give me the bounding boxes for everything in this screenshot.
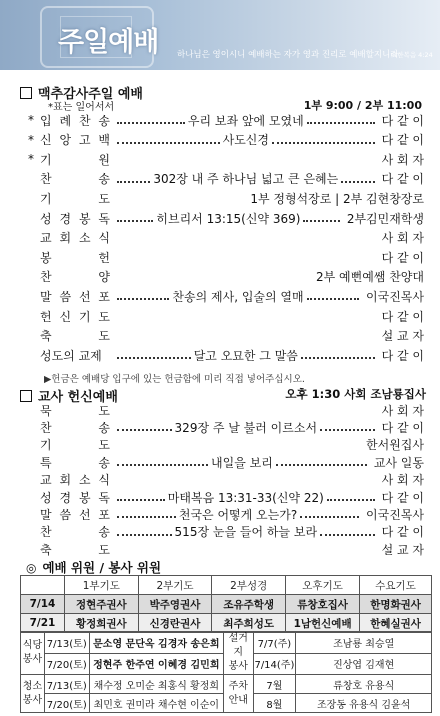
program-label-char: 말 xyxy=(40,507,52,522)
program-label xyxy=(40,541,110,558)
stand-mark: * xyxy=(28,132,34,147)
program-label-char: 헌 xyxy=(98,250,110,265)
program-row xyxy=(28,130,424,150)
program-content: 329장 주 날 불러 이르소서 xyxy=(174,420,318,435)
program-label-char: 식 xyxy=(98,231,110,246)
program-label-char: 송 xyxy=(98,172,110,187)
program-leader-name: 교사 일동 xyxy=(373,455,424,470)
stand-mark: * xyxy=(28,152,34,167)
program-label xyxy=(40,489,110,506)
program-leader-name: 2부김민재학생 xyxy=(346,211,424,226)
program-label-char: 축 xyxy=(40,542,52,557)
program-leader xyxy=(114,197,246,199)
table-row xyxy=(21,675,432,694)
program-label-char: 송 xyxy=(98,420,110,435)
program-label-char: 경 xyxy=(59,211,72,226)
program-label-char: 도 xyxy=(98,542,110,557)
program-label-char: 신 xyxy=(40,133,52,148)
table-cell: 식당 봉사 xyxy=(21,632,45,675)
table-cell: 문소영 문단옥 김경자 송은희 xyxy=(89,632,223,654)
program-label-char: 말 xyxy=(40,289,52,304)
program-leader xyxy=(114,210,343,227)
program-leader-name: 다 같 이 xyxy=(381,133,424,148)
program-label-char: 선 xyxy=(78,507,91,522)
logo-title: 주일예배 xyxy=(58,27,159,58)
program-content: 마태복음 13:31-33(신약 22) xyxy=(167,490,324,505)
roster-table xyxy=(20,575,432,633)
program-label xyxy=(40,419,110,436)
program-leader-name: 2부 예뻔예쌤 찬양대 xyxy=(315,270,424,285)
program-label xyxy=(40,249,110,266)
program-leader xyxy=(114,315,378,317)
program-leader-name: 다 같 이 xyxy=(381,420,424,435)
program-label xyxy=(40,454,110,471)
table-cell: 한명화권사 xyxy=(360,595,432,614)
program-label-char: 찬 xyxy=(40,270,52,285)
table-cell: 오후기도 xyxy=(286,576,360,595)
program-label-char: 찬 xyxy=(78,113,91,128)
program-label xyxy=(40,347,110,364)
program-leader xyxy=(114,523,378,540)
program-label-char: 포 xyxy=(98,507,110,522)
program-content: 사도신경 xyxy=(222,133,269,148)
table-cell: 1남헌신예배 xyxy=(286,614,360,633)
table-cell: 7/14 xyxy=(21,595,65,614)
program-leader-name: 다 같 이 xyxy=(381,525,424,540)
program-label-char: 소 xyxy=(78,473,91,488)
program-label-char: 봉 xyxy=(40,250,52,265)
program-label xyxy=(40,112,110,129)
program-label-char: 도 xyxy=(98,191,110,206)
program-label-char: 도 xyxy=(98,403,110,418)
program-leader xyxy=(114,347,378,364)
table-row xyxy=(21,576,432,595)
program-label-char: 소 xyxy=(78,231,91,246)
table-cell: 진상엽 김재현 xyxy=(296,653,432,675)
program-label-char: 도 xyxy=(98,438,110,453)
table-cell: 설거지 봉사 xyxy=(224,632,253,675)
program-row xyxy=(40,267,424,287)
program-label-char: 독 xyxy=(98,490,110,505)
program-leader xyxy=(114,256,378,258)
program-leader-name: 1부 정형석장로 | 2부 김현창장로 xyxy=(250,191,424,206)
table-cell: 7/21 xyxy=(21,614,65,633)
program-leader-name: 사 회 자 xyxy=(381,473,424,488)
program-label-char: 찬 xyxy=(40,420,52,435)
program-label-char: 회 xyxy=(59,473,72,488)
program-label xyxy=(40,268,110,285)
program-leader xyxy=(114,335,378,337)
program-label xyxy=(40,436,110,453)
program-content: 내일을 보리 xyxy=(211,455,273,470)
table-cell: 박주영권사 xyxy=(138,595,212,614)
table-row xyxy=(21,614,432,633)
program-row xyxy=(40,326,424,346)
program-row xyxy=(28,110,424,130)
program-row xyxy=(40,169,424,189)
program-row xyxy=(40,247,424,267)
program-label xyxy=(40,506,110,523)
program-label-char: 기 xyxy=(40,152,52,167)
section2-title: 교사 헌신예배 xyxy=(20,386,118,405)
program-row xyxy=(40,345,424,365)
program-label xyxy=(40,190,110,207)
program-label-char: 씀 xyxy=(59,289,72,304)
program-leader-name: 다 같 이 xyxy=(381,490,424,505)
table-cell: 정현주 한주연 이혜경 김민희 xyxy=(89,653,223,675)
table-cell: 2부기도 xyxy=(138,576,212,595)
program-leader-name: 다 같 이 xyxy=(381,113,424,128)
program-label xyxy=(40,308,110,325)
program-leader xyxy=(114,479,378,481)
program-leader-name: 다 같 이 xyxy=(381,348,424,363)
program-label-char: 입 xyxy=(40,113,52,128)
program-content: 달고 오묘한 그 말씀 xyxy=(193,348,298,363)
program-label-char: 례 xyxy=(59,113,72,128)
table-cell: 7/14(주) xyxy=(253,653,296,675)
program-row xyxy=(40,306,424,326)
program-label-char: 도 xyxy=(98,329,110,344)
program-label-char: 신 xyxy=(59,309,72,324)
table-cell: 7/13(토) xyxy=(44,675,89,694)
program-label-char: 고 xyxy=(78,133,91,148)
program-content: 515장 눈을 들어 하늘 보라 xyxy=(174,525,318,540)
program-label-char: 찬 xyxy=(40,525,52,540)
program-leader xyxy=(114,409,378,411)
program-content: 우리 보좌 앞에 모였네 xyxy=(187,113,304,128)
program-label-char: 교 xyxy=(40,473,52,488)
program-label-char: 축 xyxy=(40,329,52,344)
table-cell: 조남룡 최승열 xyxy=(296,632,432,654)
program-label xyxy=(40,229,110,246)
program-label-char: 도 xyxy=(98,309,110,324)
checkbox-icon xyxy=(20,87,32,99)
program-leader-name: 다 같 이 xyxy=(381,172,424,187)
stand-mark: * xyxy=(28,113,34,127)
program-leader-name: 사 회 자 xyxy=(381,231,424,246)
program-label-char: 헌 xyxy=(40,309,52,324)
program-leader-name: 이국진목사 xyxy=(366,289,424,304)
header-verse-ref: 요한복음 4:24 xyxy=(391,51,433,59)
program-label xyxy=(40,327,110,344)
table-cell: 채수정 오미순 최홍식 황정희 xyxy=(89,675,223,694)
program-label-char: 포 xyxy=(98,289,110,304)
program-leader xyxy=(114,158,378,160)
table-cell: 1부기도 xyxy=(64,576,138,595)
program-row xyxy=(28,149,424,169)
program-row xyxy=(40,188,424,208)
program-label xyxy=(40,131,110,148)
program-row xyxy=(40,208,424,228)
table-cell: 7/20(토) xyxy=(44,653,89,675)
roster-title: ◎ 예배 위원 / 봉사 위원 xyxy=(26,560,162,575)
offering-note: ▶헌금은 예배당 입구에 있는 헌금함에 미리 직접 넣어주십시오. xyxy=(44,374,305,385)
program-label-char: 송 xyxy=(98,113,110,128)
program-leader xyxy=(114,276,312,278)
program-label-char: 성 xyxy=(40,490,52,505)
table-row xyxy=(21,632,432,654)
program-leader xyxy=(114,288,362,305)
program-label xyxy=(40,288,110,305)
program-label-char: 앙 xyxy=(59,133,72,148)
program-leader-name: 이국진목사 xyxy=(366,507,424,522)
table-cell: 조유주학생 xyxy=(212,595,286,614)
program-leader xyxy=(114,489,378,506)
program-label xyxy=(40,210,110,227)
table-cell: 류창호 유용식 xyxy=(296,675,432,694)
program-leader-name: 사 회 자 xyxy=(381,403,424,418)
table-cell: 신경란권사 xyxy=(138,614,212,633)
program-leader-name: 다 같 이 xyxy=(381,309,424,324)
program-leader xyxy=(114,112,378,129)
program-row xyxy=(40,228,424,248)
program-label-char: 찬 xyxy=(40,172,52,187)
table-cell: 7월 xyxy=(253,675,296,694)
table-cell: 7/20(토) xyxy=(44,694,89,713)
program-leader-name: 한서원집사 xyxy=(366,438,424,453)
table-cell: 조장동 유용식 김윤석 xyxy=(296,694,432,713)
table-cell xyxy=(21,576,65,595)
table-cell: 최주희성도 xyxy=(212,614,286,633)
program-label xyxy=(40,471,110,488)
program-label-char: 성도의 교제 xyxy=(40,348,102,363)
section2-time-place: 오후 1:30 사회 조남룡집사 xyxy=(285,387,426,401)
table-cell: 주차 안내 xyxy=(224,675,253,713)
program-leader-name: 설 교 자 xyxy=(381,542,424,557)
program-label-char: 양 xyxy=(98,270,110,285)
program-leader xyxy=(114,419,378,436)
program-leader xyxy=(114,548,378,550)
program-label xyxy=(40,523,110,540)
program-label xyxy=(40,402,110,419)
table-cell: 한혜실권사 xyxy=(360,614,432,633)
program-leader xyxy=(114,237,378,239)
circle-bullet-icon: ◎ xyxy=(26,561,37,575)
program-leader-name: 사 회 자 xyxy=(381,152,424,167)
program-label-char: 특 xyxy=(40,455,52,470)
program-label-char: 경 xyxy=(59,490,72,505)
volunteer-table xyxy=(20,631,432,713)
header-verse: 하나님은 영이시니 예배하는 자가 영과 진리로 예배할지니라 xyxy=(177,50,399,60)
program-label-char: 선 xyxy=(78,289,91,304)
program-content: 302장 내 주 하나님 넓고 큰 은혜는 xyxy=(153,172,339,187)
program-label-char: 봉 xyxy=(78,211,91,226)
program-label-char: 기 xyxy=(40,191,52,206)
program-content: 히브리서 13:15(신약 369) xyxy=(156,211,301,226)
program-content: 천국은 어떻게 오는가? xyxy=(178,507,298,522)
program-label-char: 기 xyxy=(40,438,52,453)
program-label-char: 송 xyxy=(98,525,110,540)
program-label-char: 묵 xyxy=(40,403,52,418)
program-label-char: 송 xyxy=(98,455,110,470)
table-cell: 8월 xyxy=(253,694,296,713)
section1-title: 맥추감사주일 예배 xyxy=(20,83,143,102)
table-cell: 최민호 권미라 채수현 이순이 xyxy=(89,694,223,713)
table-row xyxy=(21,595,432,614)
table-cell: 수요기도 xyxy=(360,576,432,595)
program-label xyxy=(40,151,110,168)
header-banner xyxy=(0,0,440,70)
stand-note: *표는 일어서서 xyxy=(48,102,115,113)
program-leader xyxy=(114,131,378,148)
program-leader xyxy=(114,170,378,187)
program-row xyxy=(40,539,424,559)
program-leader xyxy=(114,454,370,471)
table-cell: 7/7(주) xyxy=(253,632,296,654)
program-leader-name: 설 교 자 xyxy=(381,329,424,344)
table-cell: 청소 봉사 xyxy=(21,675,45,713)
table-cell: 정현주권사 xyxy=(64,595,138,614)
program-content: 찬송의 제사, 입술의 열매 xyxy=(172,289,304,304)
program-leader xyxy=(114,506,362,523)
program-label-char: 기 xyxy=(78,309,91,324)
program-label-char: 성 xyxy=(40,211,52,226)
program-label-char: 독 xyxy=(98,211,110,226)
program-leader xyxy=(114,444,362,446)
program-label-char: 회 xyxy=(59,231,72,246)
table-cell: 2부성경 xyxy=(212,576,286,595)
program-label-char: 식 xyxy=(98,473,110,488)
program-label-char: 교 xyxy=(40,231,52,246)
table-cell: 황정희권사 xyxy=(64,614,138,633)
program-label-char: 원 xyxy=(98,152,110,167)
program-label-char: 봉 xyxy=(78,490,91,505)
program-row xyxy=(40,286,424,306)
table-cell: 7/13(토) xyxy=(44,632,89,654)
program-label-char: 백 xyxy=(98,133,110,148)
program-label-char: 씀 xyxy=(59,507,72,522)
service-times: 1부 9:00 / 2부 11:00 xyxy=(303,99,422,112)
program-leader-name: 다 같 이 xyxy=(381,250,424,265)
checkbox-icon xyxy=(20,390,32,402)
table-cell: 류창호집사 xyxy=(286,595,360,614)
program-label xyxy=(40,170,110,187)
